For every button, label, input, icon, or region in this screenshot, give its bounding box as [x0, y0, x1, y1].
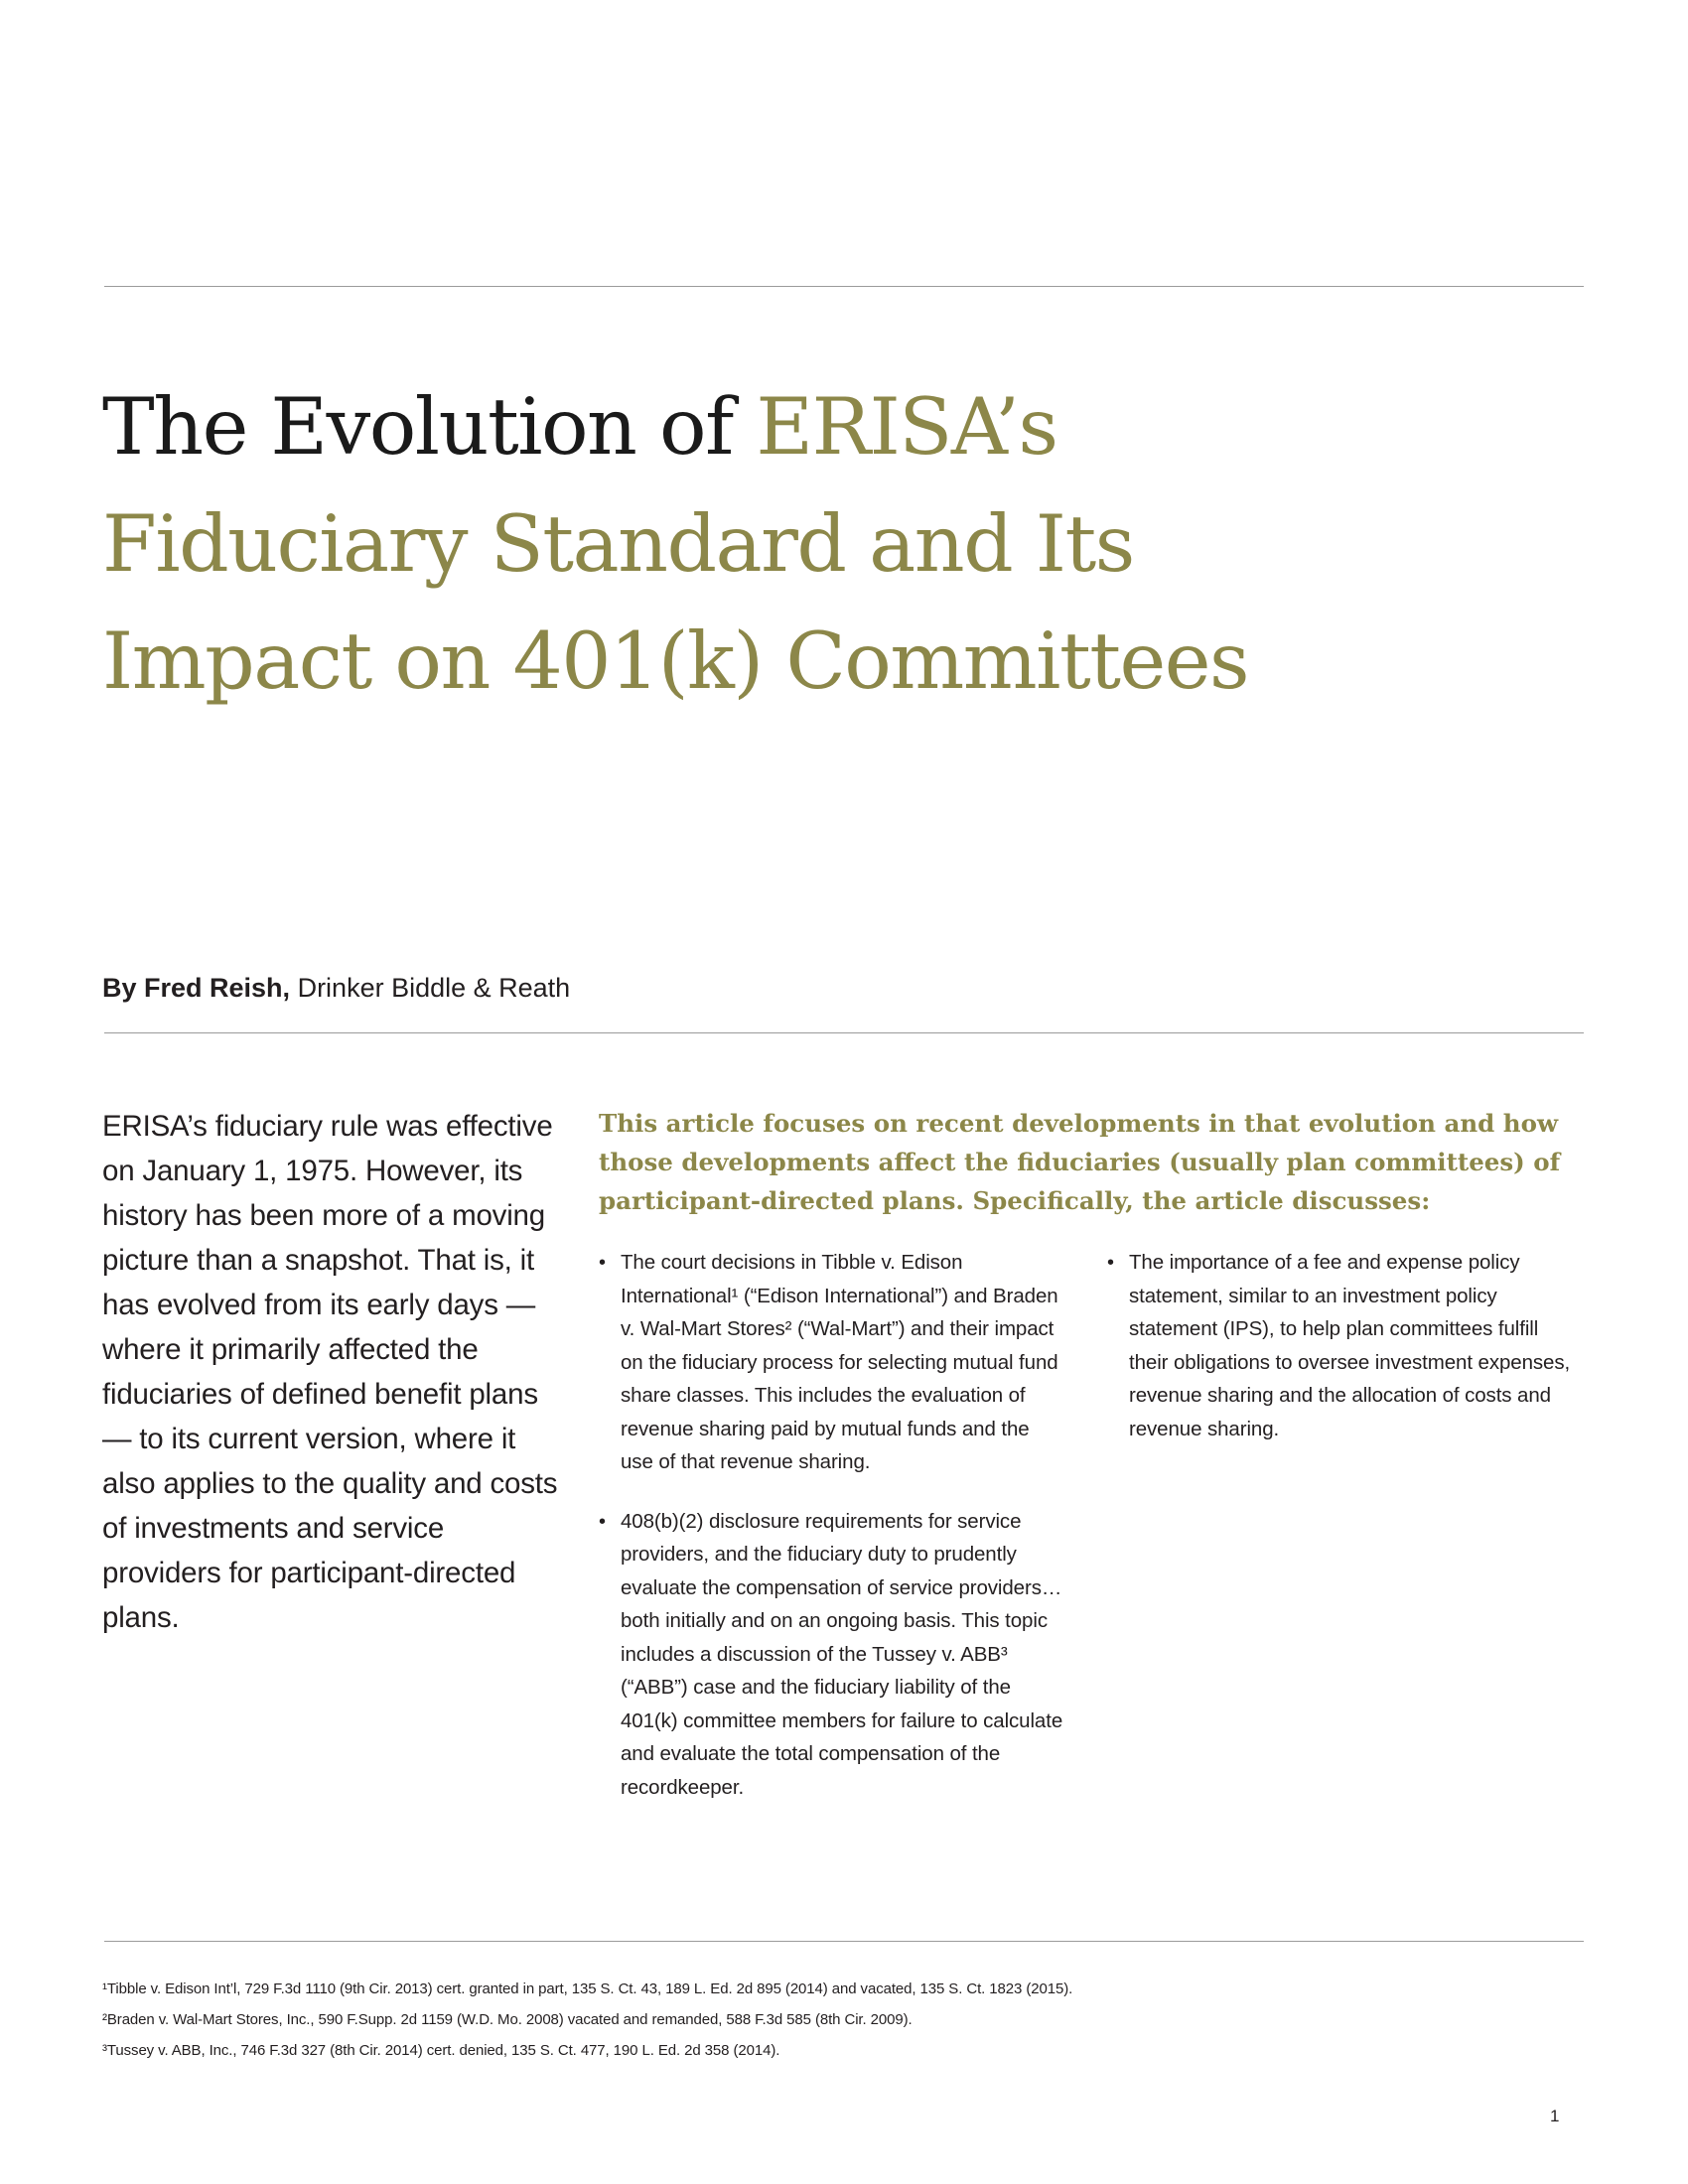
title-line1-dark: The Evolution of — [102, 380, 757, 473]
bullet-marker-icon: • — [599, 1510, 607, 1533]
bullet-marker-icon: • — [599, 1252, 607, 1274]
author-affiliation: Drinker Biddle & Reath — [290, 973, 571, 1003]
footnote-divider — [104, 1941, 1584, 1942]
bullet-marker-icon: • — [1107, 1252, 1115, 1274]
list-item — [1107, 1246, 1574, 1445]
page-number: 1 — [1550, 2107, 1560, 2125]
title-line2: Fiduciary Standard and Its — [102, 497, 1134, 590]
lede-paragraph: This article focuses on recent developments in that evolution and how those developments affect the fiduciaries (usually plan committees) of participant-directed plans. Specifically, the article discusses: — [599, 1109, 1561, 1215]
footnote-3: ³Tussey v. ABB, Inc., 746 F.3d 327 (8th Cir. 2014) cert. denied, 135 S. Ct. 477, 190 L. Ed. 2d 358 (2014). — [102, 2042, 780, 2059]
list-item-text: The court decisions in Tibble v. Edison International¹ (“Edison International”) and Braden v. Wal-Mart Stores² (“Wal-Mart”) and their impact on the fiduciary process for selecting mutual fund share classes. This includes the evaluation of revenue sharing paid by mutual funds and the use of that revenue sharing. — [621, 1251, 1058, 1473]
bullet-column-right — [1107, 1246, 1574, 1830]
list-item — [599, 1505, 1065, 1805]
author-name: By Fred Reish, — [102, 973, 291, 1003]
footnote-2: ²Braden v. Wal-Mart Stores, Inc., 590 F.Supp. 2d 1159 (W.D. Mo. 2008) vacated and remanded, 588 F.3d 585 (8th Cir. 2009). — [102, 2011, 913, 2028]
bullet-column-left — [599, 1246, 1065, 1830]
title-line1-olive: ERISA’s — [756, 380, 1057, 473]
byline — [102, 971, 570, 1005]
list-item — [599, 1246, 1065, 1479]
list-item-text: The importance of a fee and expense policy statement, similar to an investment policy statement (IPS), to help plan committees fulfill their obligations to oversee investment expenses, revenue sharing and the allocation of costs and revenue sharing. — [1129, 1251, 1571, 1440]
footnote-1: ¹Tibble v. Edison Int’l, 729 F.3d 1110 (9th Cir. 2013) cert. granted in part, 135 S. Ct. 43, 189 L. Ed. 2d 895 (2014) and vacated, 135 S. Ct. 1823 (2015). — [102, 1980, 1073, 1997]
footnotes — [102, 1974, 1562, 2066]
byline-divider — [104, 1032, 1584, 1033]
title-line3: Impact on 401(k) Committees — [102, 614, 1248, 707]
header-divider — [104, 286, 1584, 287]
list-item-text: 408(b)(2) disclosure requirements for service providers, and the fiduciary duty to prudently evaluate the compensation of service providers… both initially and on an ongoing basis. This topic includes a discussion of the Tussey v. ABB³ (“ABB”) case and the fiduciary liability of the 401(k) committee members for failure to calculate and evaluate the total compensation of the recordkeeper. — [621, 1509, 1063, 1799]
intro-paragraph: ERISA’s fiduciary rule was effective on January 1, 1975. However, its history has been more of a moving picture than a snapshot. That is, it has evolved from its early days — where it primarily affected the fiduciaries of defined benefit plans — to its current version, where it also applies to the quality and costs of investments and service providers for participant-directed plans. — [102, 1110, 558, 1634]
page-title — [102, 368, 1592, 720]
bullet-columns — [599, 1246, 1582, 1830]
